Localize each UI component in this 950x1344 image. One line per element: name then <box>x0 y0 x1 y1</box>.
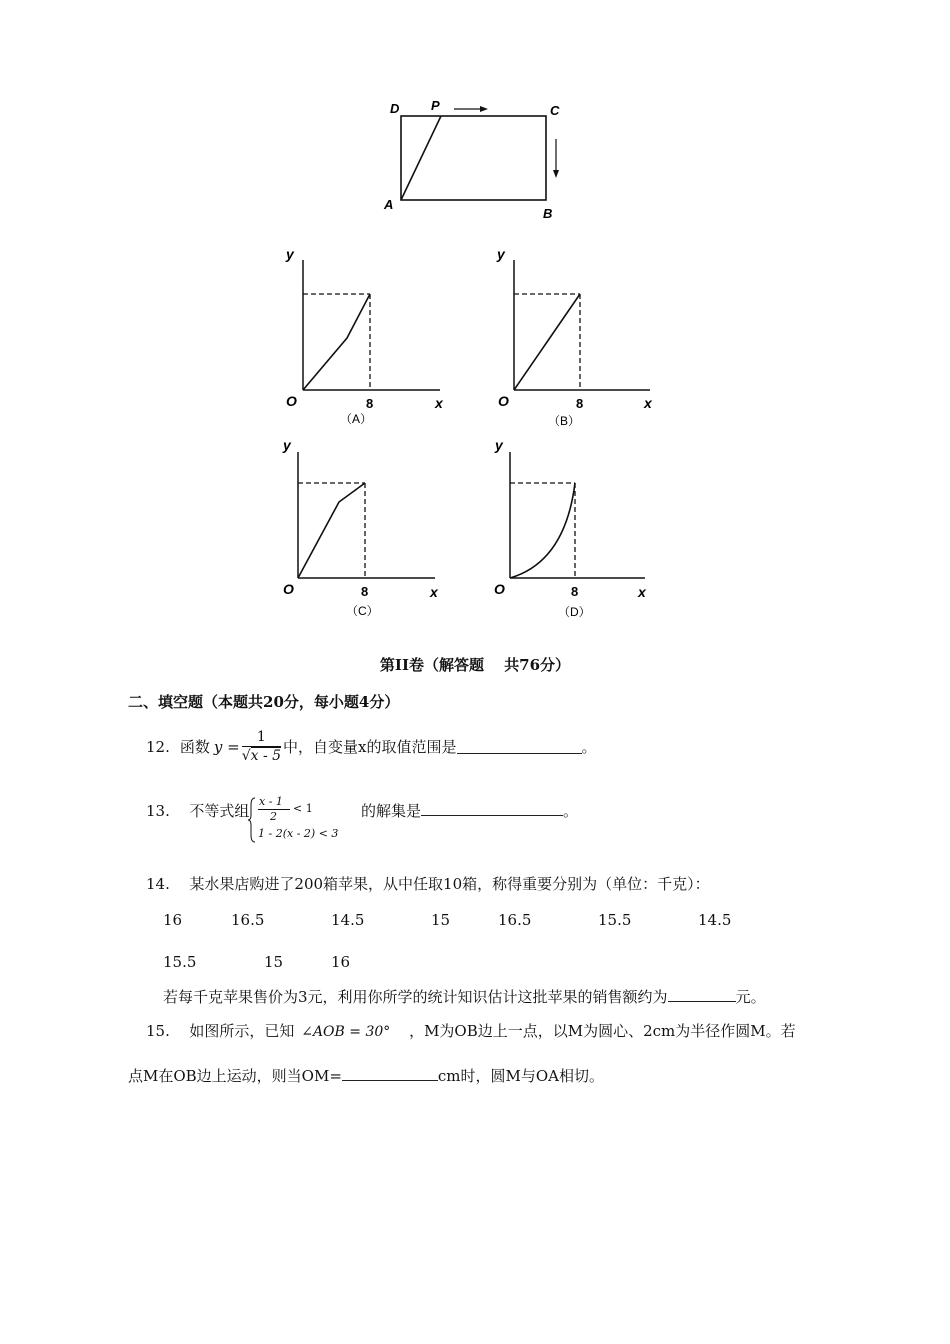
question-12 <box>146 728 597 765</box>
origin-label: O <box>498 393 509 409</box>
q14-conclusion <box>163 987 766 1007</box>
q12-number: 12. <box>146 737 170 756</box>
graph-b <box>490 240 670 430</box>
q13-line1-den: 2 <box>270 810 277 823</box>
y-label: y <box>497 246 505 262</box>
q13-prefix: 不等式组 <box>189 802 250 820</box>
arrow-down-head <box>553 170 559 178</box>
graph-caption: （B） <box>548 414 581 428</box>
tick-8: 8 <box>576 396 584 411</box>
x-label: x <box>430 584 438 600</box>
q13-tail <box>361 801 578 821</box>
q13-line1-rel: < 1 <box>293 802 313 815</box>
data-value: 15.5 <box>598 911 632 929</box>
data-value: 16.5 <box>498 911 532 929</box>
label-p: P <box>431 98 440 113</box>
graph-line <box>514 294 580 390</box>
x-label: x <box>644 395 652 411</box>
section-title: 第II卷（解答题 共76分） <box>379 656 571 674</box>
brace-icon <box>248 797 256 843</box>
origin-label: O <box>494 581 505 597</box>
x-label: x <box>435 395 443 411</box>
y-label: y <box>495 437 503 453</box>
part-heading: 二、填空题（本题共20分，每小题4分） <box>128 693 400 711</box>
q15-number: 15. <box>146 1022 170 1040</box>
data-value: 14.5 <box>331 911 365 929</box>
question-15 <box>146 1021 796 1042</box>
label-a: A <box>384 197 394 212</box>
rectangle-figure <box>370 95 580 225</box>
graph-caption: （D） <box>558 605 591 619</box>
q13-answer-blank[interactable] <box>421 801 563 816</box>
q15-line2-prefix: 点M在OB边上运动，则当OM= <box>128 1067 342 1085</box>
arrow-right-head <box>480 106 488 112</box>
tick-8: 8 <box>361 584 369 599</box>
label-c: C <box>550 103 560 118</box>
q13-line1-num: x - 1 <box>259 795 283 808</box>
q13-label <box>146 801 249 821</box>
q14-number: 14. <box>146 875 170 893</box>
graph-d <box>485 430 665 620</box>
q12-denominator <box>242 747 281 765</box>
data-value: 14.5 <box>698 911 732 929</box>
q13-system <box>248 795 363 845</box>
x-label: x <box>638 584 646 600</box>
q12-numerator: 1 <box>242 728 281 747</box>
q14-data-row-2 <box>0 952 950 972</box>
q14-data-row-1 <box>0 910 950 930</box>
y-label: y <box>286 246 294 262</box>
q14-answer-blank[interactable] <box>668 987 736 1002</box>
data-value: 16.5 <box>231 911 265 929</box>
label-d: D <box>390 101 400 116</box>
graph-curve <box>298 483 365 578</box>
data-value: 16 <box>331 953 351 971</box>
q14-text: 某水果店购进了200箱苹果，从中任取10箱，称得重要分别为（单位：千克）： <box>189 875 710 893</box>
q13-number: 13. <box>146 802 170 820</box>
q12-end: 。 <box>581 737 597 756</box>
data-value: 16 <box>163 911 183 929</box>
q15-middle: ，M为OB边上一点，以M为圆心、2cm为半径作圆M。若 <box>409 1022 796 1040</box>
q14-conclusion-prefix: 若每千克苹果售价为3元，利用你所学的统计知识估计这批苹果的销售额约为 <box>163 988 668 1006</box>
origin-label: O <box>286 393 297 409</box>
graph-caption: （A） <box>340 412 373 426</box>
data-value: 15 <box>264 953 284 971</box>
q12-fraction <box>242 728 281 765</box>
graph-a <box>280 240 460 430</box>
rectangle-abcd <box>401 116 546 200</box>
graph-curve <box>303 294 370 390</box>
graph-caption: （C） <box>346 604 379 618</box>
q13-end: 。 <box>563 802 579 820</box>
data-value: 15 <box>431 911 451 929</box>
label-b: B <box>543 206 553 221</box>
q12-radicand: x - 5 <box>250 748 282 764</box>
q15-angle: ∠AOB = 30° <box>301 1024 391 1040</box>
q12-suffix: 中，自变量x的取值范围是 <box>283 737 457 756</box>
q15-prefix: 如图所示，已知 <box>189 1022 295 1040</box>
tick-8: 8 <box>366 396 374 411</box>
q14-conclusion-suffix: 元。 <box>735 988 766 1006</box>
tick-8: 8 <box>571 584 579 599</box>
question-15-line-2 <box>128 1066 604 1086</box>
q15-answer-blank[interactable] <box>342 1066 438 1081</box>
y-label: y <box>283 437 291 453</box>
q13-suffix: 的解集是 <box>361 802 422 820</box>
graph-c <box>275 430 455 620</box>
segment-ap <box>401 116 441 200</box>
q12-prefix: 函数 <box>179 737 210 756</box>
data-value: 15.5 <box>163 953 197 971</box>
q12-y-eq: y = <box>213 737 240 756</box>
q12-answer-blank[interactable] <box>457 739 582 754</box>
question-14 <box>146 874 710 894</box>
graph-curve <box>510 483 575 578</box>
sqrt-sign: √ <box>241 748 251 764</box>
origin-label: O <box>283 581 294 597</box>
q13-line2: 1 - 2(x - 2) < 3 <box>258 827 339 840</box>
q15-line2-suffix: cm时，圆M与OA相切。 <box>437 1067 605 1085</box>
